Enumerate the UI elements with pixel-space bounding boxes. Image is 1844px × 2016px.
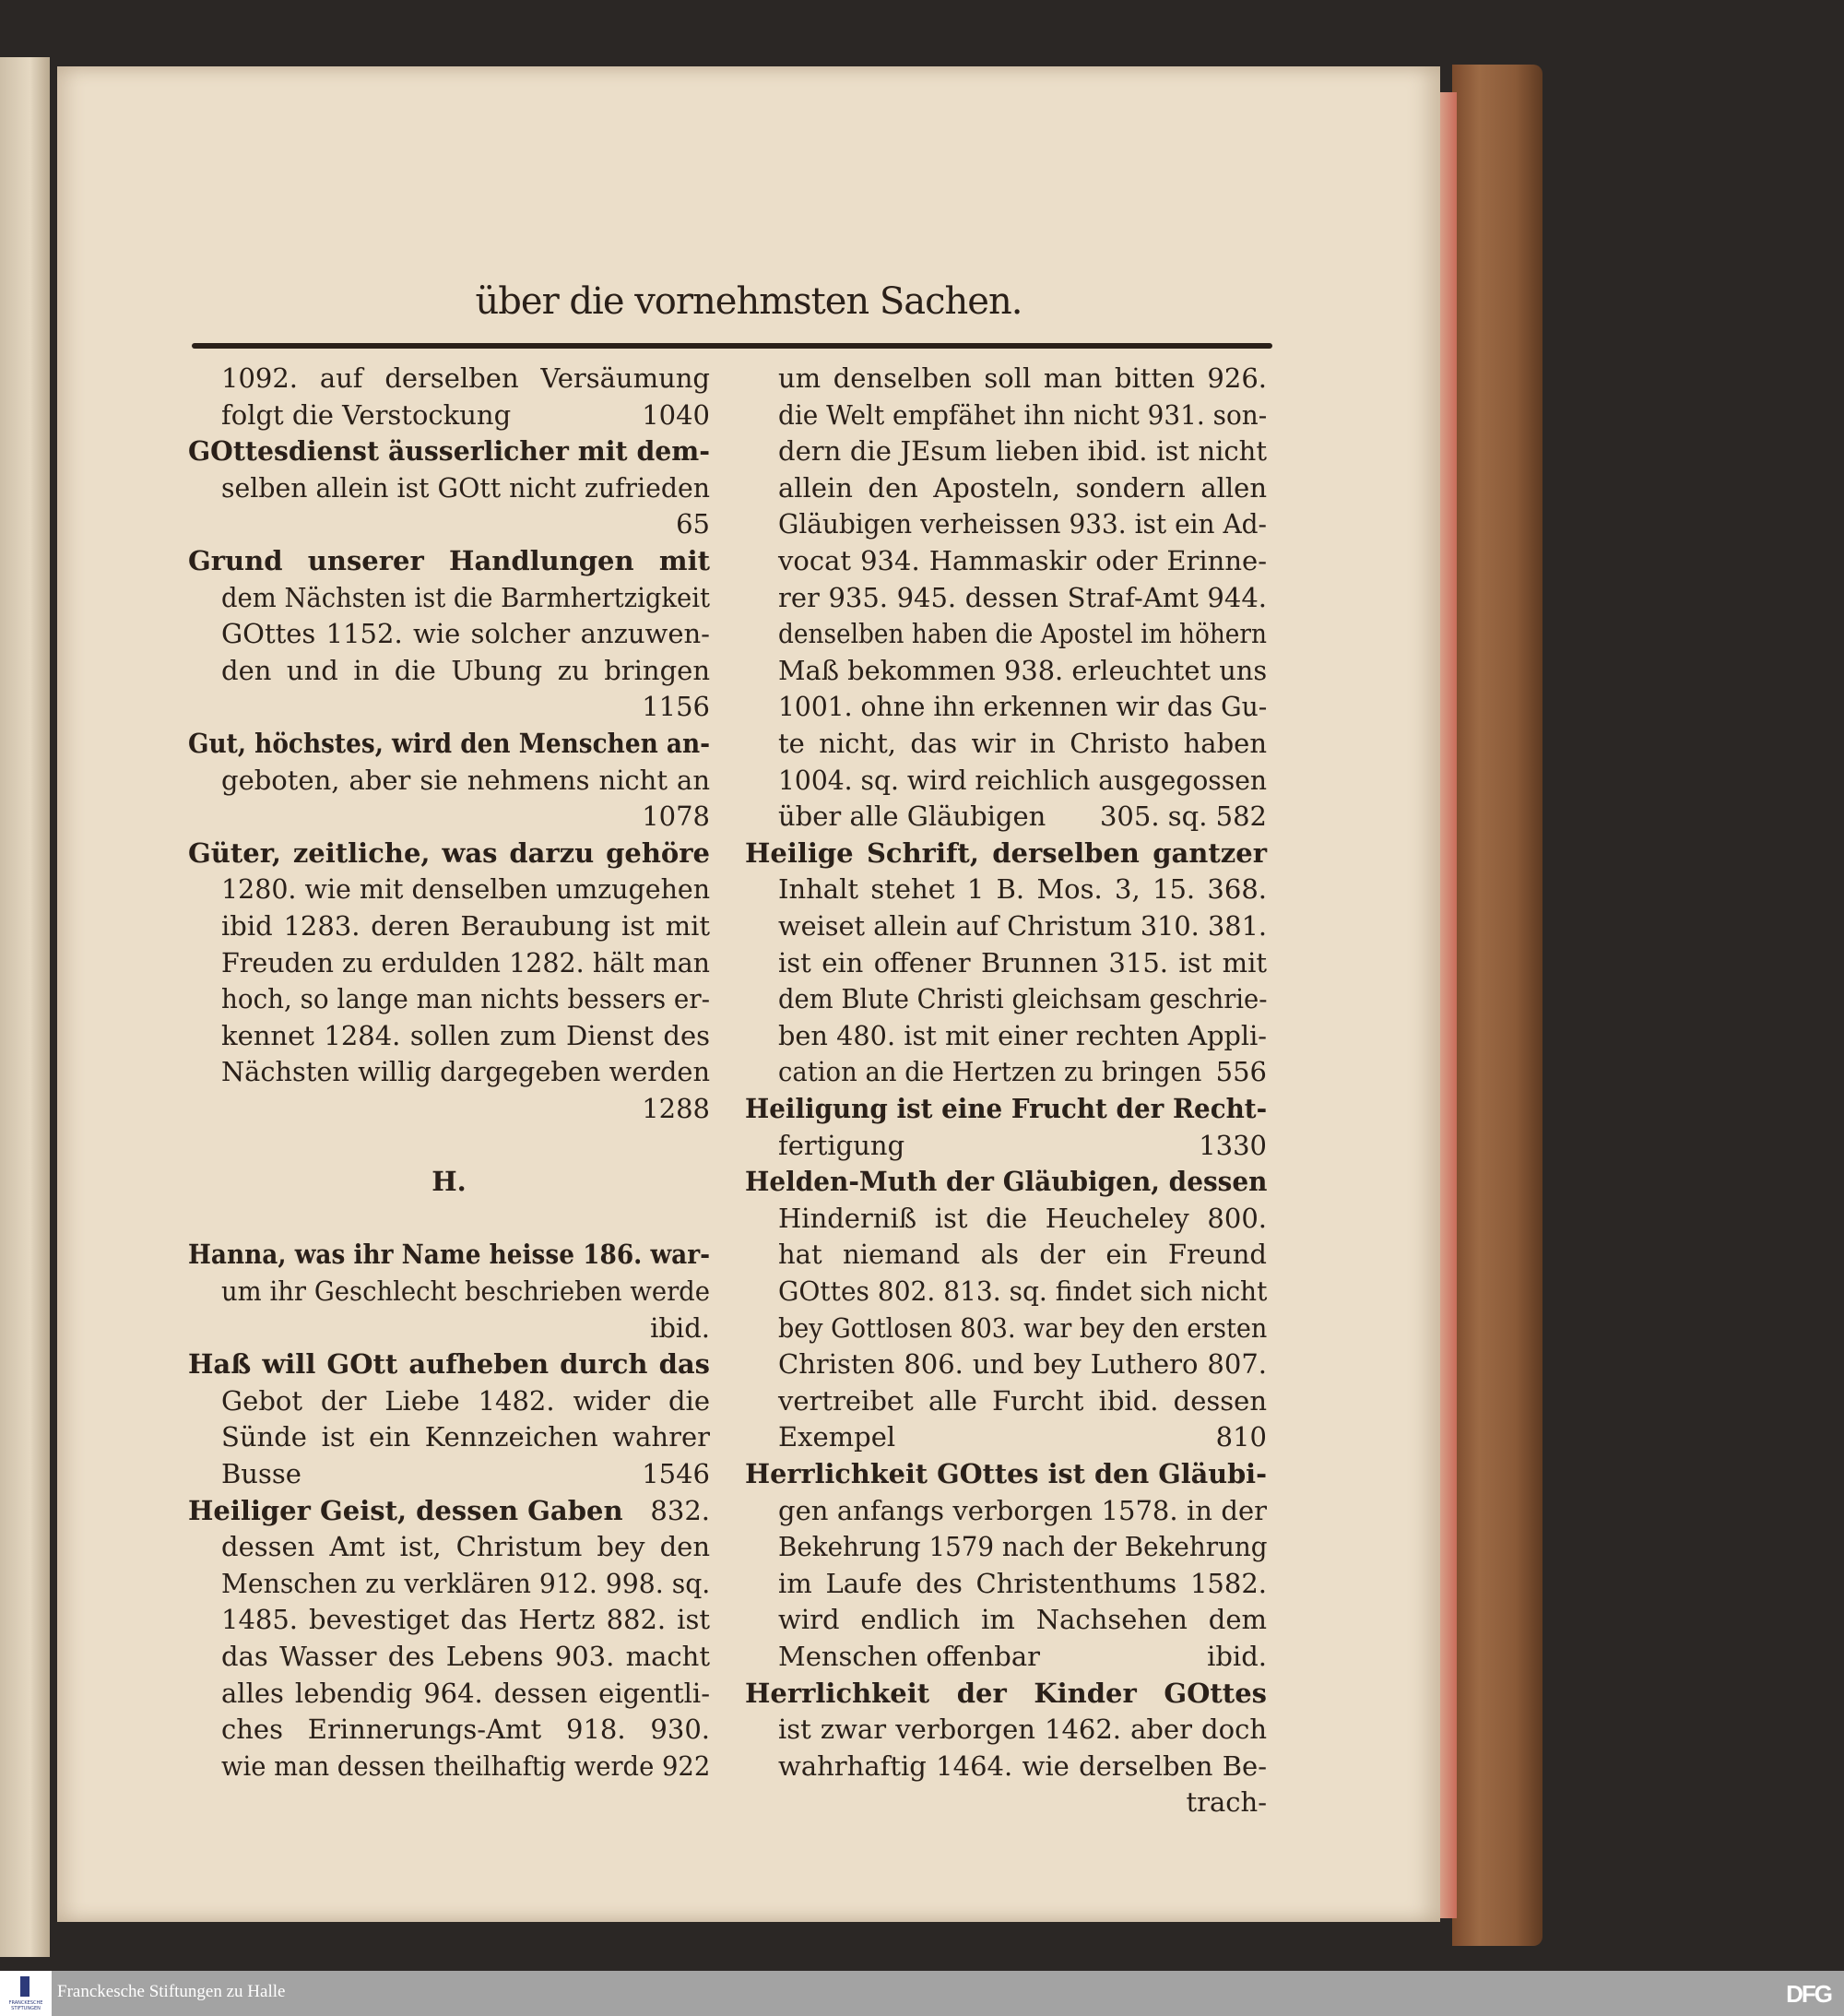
index-line [188, 980, 710, 1017]
index-line [188, 944, 710, 981]
index-line [745, 1127, 1267, 1164]
index-line [745, 1200, 1267, 1237]
index-line [745, 615, 1267, 652]
book-cover-edge [1452, 65, 1543, 1946]
index-line [188, 1382, 710, 1419]
index-line [745, 1382, 1267, 1419]
index-line [745, 1748, 1267, 1785]
index-line [745, 1601, 1267, 1638]
index-line [745, 1711, 1267, 1748]
index-line [745, 1053, 1267, 1090]
index-line [188, 1053, 710, 1090]
index-line [745, 798, 1267, 835]
entry-text: bey Gottlosen 803. war bey den ersten [778, 1311, 1268, 1344]
index-line [188, 1528, 710, 1565]
index-line [745, 1492, 1267, 1529]
entry-text: um ihr Geschlecht beschrieben werde [221, 1275, 710, 1307]
index-line [188, 688, 710, 725]
running-head: über die vornehmsten Sachen. [475, 280, 1022, 323]
entry-text: denselben haben die Apostel im höhern [778, 618, 1267, 650]
index-line [745, 871, 1267, 907]
page-reference: ibid. [1207, 1641, 1267, 1672]
index-line [188, 1273, 710, 1310]
entry-text: ist ein offener Brunnen 315. ist mit [778, 946, 1267, 978]
entry-text: dern die JEsum lieben ibid. ist nicht [778, 435, 1267, 468]
entry-text: GOttes 1152. wie solcher anzuwen- [221, 618, 710, 650]
entry-text: vocat 934. Hammaskir oder Erinne- [778, 545, 1267, 576]
entry-text: Gebot der Liebe 1482. wider die [221, 1384, 710, 1417]
entry-text: Hinderniß ist die Heucheley 800. [778, 1202, 1267, 1234]
entry-text: wie man dessen theilhaftig werde 922 [221, 1749, 711, 1782]
entry-text: ibid 1283. deren Beraubung ist mit [221, 910, 710, 942]
entry-text: Menschen zu verklären 912. 998. sq. [221, 1567, 711, 1599]
entry-text: 1092. auf derselben Versäumung [221, 362, 710, 394]
page-reference: 1546 [642, 1458, 710, 1489]
index-line [188, 397, 710, 433]
index-line [745, 1346, 1267, 1382]
red-page-edge [1438, 92, 1457, 1918]
entry-text: dem Nächsten ist die Barmhertzigkeit [221, 581, 710, 613]
entry-text: Christen 806. und bey Luthero 807. [778, 1348, 1267, 1381]
entry-headline: Heilige Schrift, derselben gantzer [745, 836, 1267, 869]
index-line [188, 1090, 710, 1127]
index-line [188, 1492, 710, 1529]
index-line [188, 1310, 710, 1346]
index-line [188, 1017, 710, 1054]
index-line [745, 725, 1267, 762]
entry-text: rer 935. 945. dessen Straf-Amt 944. [778, 581, 1267, 613]
entry-text: Sünde ist ein Kennzeichen wahrer [221, 1421, 710, 1453]
index-line [188, 1711, 710, 1748]
entry-text: 1001. ohne ihn erkennen wir das Gu- [778, 691, 1268, 723]
index-line [188, 1638, 710, 1675]
entry-text: die Welt empfähet ihn nicht 931. son- [778, 398, 1268, 431]
index-line [188, 907, 710, 944]
entry-text: ist zwar verborgen 1462. aber doch [778, 1714, 1267, 1746]
entry-text: wird endlich im Nachsehen dem [778, 1604, 1267, 1636]
index-line [745, 1163, 1267, 1200]
entry-headline: Helden-Muth der Gläubigen, dessen [745, 1166, 1268, 1198]
index-line [745, 1675, 1267, 1712]
index-line [745, 469, 1267, 506]
index-line [188, 871, 710, 907]
entry-headline: Hanna, was ihr Name heisse 186. war- [188, 1239, 711, 1271]
page-reference: 305. sq. 582 [1099, 800, 1267, 833]
entry-text: weiset allein auf Christum 310. 381. [778, 910, 1267, 942]
index-line [188, 505, 710, 542]
section-letter: H. [431, 1166, 467, 1198]
entry-text: te nicht, das wir in Christo haben [778, 728, 1267, 759]
entry-text: dem Blute Christi gleichsam geschrie- [778, 983, 1268, 1015]
entry-text: kennet 1284. sollen zum Dienst des [221, 1019, 710, 1051]
index-line [188, 725, 710, 762]
entry-text: 1004. sq. wird reichlich ausgegossen [778, 764, 1267, 796]
entry-text: den und in die Ubung zu bringen [221, 654, 710, 686]
entry-headline: Herrlichkeit der Kinder GOttes [745, 1677, 1267, 1709]
entry-text: allein den Aposteln, sondern allen [778, 471, 1267, 504]
entry-headline: Grund unserer Handlungen mit [188, 545, 710, 576]
institution-logo: FRANCKESCHE STIFTUNGEN [0, 1971, 52, 2016]
page-reference: 832. [650, 1494, 710, 1526]
index-line [745, 980, 1267, 1017]
page-reference: 1156 [642, 691, 710, 723]
entry-text: Inhalt stehet 1 B. Mos. 3, 15. 368. [778, 873, 1267, 906]
entry-text: geboten, aber sie nehmens nicht an [221, 764, 710, 796]
entry-headline: Herrlichkeit GOttes ist den Gläubi- [745, 1458, 1267, 1489]
index-line [745, 835, 1267, 872]
index-line [188, 1748, 710, 1785]
entry-text: Menschen offenbar [778, 1641, 1041, 1672]
index-line [188, 1418, 710, 1455]
entry-headline: Haß will GOtt aufheben durch das [188, 1348, 710, 1381]
index-line [188, 762, 710, 799]
entry-headline: GOttesdienst äusserlicher mit dem- [188, 435, 710, 468]
index-line [745, 433, 1267, 469]
entry-text: 1485. bevestiget das Hertz 882. ist [221, 1604, 710, 1636]
entry-text: hat niemand als der ein Freund [778, 1239, 1267, 1271]
page-reference: ibid. [650, 1311, 710, 1344]
index-line [745, 1090, 1267, 1127]
index-line [188, 1455, 710, 1492]
entry-text: im Laufe des Christenthums 1582. [778, 1567, 1267, 1599]
index-line [745, 688, 1267, 725]
index-line [745, 1784, 1267, 1820]
index-line [745, 907, 1267, 944]
index-line [745, 360, 1267, 397]
index-line [188, 1565, 710, 1602]
page-reference: 1040 [642, 398, 710, 431]
entry-headline: Gut, höchstes, wird den Menschen an- [188, 728, 711, 759]
entry-text: vertreibet alle Furcht ibid. dessen [778, 1384, 1267, 1417]
dfg-logo: DFG [1786, 1980, 1831, 2008]
entry-text: das Wasser des Lebens 903. macht [221, 1641, 710, 1672]
index-line [188, 798, 710, 835]
page-reference: 556 [1215, 1056, 1267, 1088]
index-line [188, 579, 710, 616]
entry-text: Bekehrung 1579 nach der Bekehrung [778, 1531, 1268, 1563]
index-line [188, 433, 710, 469]
index-line [745, 1017, 1267, 1054]
index-line [745, 1236, 1267, 1273]
index-line [745, 397, 1267, 433]
entry-text: hoch, so lange man nichts bessers er- [221, 983, 710, 1015]
institution-name: Franckesche Stiftungen zu Halle [57, 1982, 286, 2001]
index-line [745, 1418, 1267, 1455]
footer-bar [0, 1971, 1844, 2016]
entry-text: cation an die Hertzen zu bringen [778, 1056, 1202, 1088]
entry-text: Maß bekommen 938. erleuchtet uns [778, 654, 1268, 686]
entry-headline: Heiliger Geist, dessen Gaben [188, 1494, 623, 1526]
entry-text: fertigung [778, 1129, 905, 1161]
index-line [745, 762, 1267, 799]
index-line [188, 1236, 710, 1273]
page-reference: 65 [676, 508, 710, 540]
entry-text: über alle Gläubigen [778, 800, 1046, 833]
index-line [745, 1310, 1267, 1346]
book-page [57, 66, 1440, 1922]
entry-text: dessen Amt ist, Christum bey den [221, 1531, 710, 1563]
index-line [188, 1346, 710, 1382]
index-line [188, 652, 710, 689]
index-line [188, 615, 710, 652]
index-line [745, 1565, 1267, 1602]
index-line [745, 1273, 1267, 1310]
index-line [745, 1455, 1267, 1492]
entry-text: Freuden zu erdulden 1282. hält man [221, 946, 710, 978]
entry-text: alles lebendig 964. dessen eigentli- [221, 1677, 710, 1709]
index-line [188, 1675, 710, 1712]
index-line [745, 542, 1267, 579]
entry-text: Exempel [778, 1421, 896, 1453]
index-line [188, 835, 710, 872]
entry-text: ches Erinnerungs-Amt 918. 930. [221, 1714, 710, 1746]
page-reference: 1078 [642, 800, 710, 833]
entry-text: Busse [221, 1458, 301, 1489]
entry-text: Gläubigen verheissen 933. ist ein Ad- [778, 508, 1267, 540]
page-reference: trach- [1186, 1786, 1267, 1819]
entry-headline: Güter, zeitliche, was darzu gehöre [188, 836, 710, 869]
header-rule [192, 343, 1272, 349]
index-line [188, 542, 710, 579]
index-line [745, 505, 1267, 542]
index-line [188, 360, 710, 397]
index-line [745, 1638, 1267, 1675]
entry-text: ben 480. ist mit einer rechten Appli- [778, 1019, 1267, 1051]
index-line [188, 469, 710, 506]
entry-text: um denselben soll man bitten 926. [778, 362, 1267, 394]
entry-text: Nächsten willig dargegeben werden [221, 1056, 710, 1088]
previous-page-edge [0, 57, 50, 1957]
page-reference: 1288 [642, 1093, 710, 1124]
index-line [745, 1528, 1267, 1565]
entry-text: folgt die Verstockung [221, 398, 512, 431]
page-reference: 1330 [1199, 1129, 1267, 1161]
index-line [745, 944, 1267, 981]
entry-text: selben allein ist GOtt nicht zufrieden [221, 471, 710, 504]
index-line [188, 1601, 710, 1638]
page-reference: 810 [1215, 1421, 1267, 1453]
entry-text: GOttes 802. 813. sq. findet sich nicht [778, 1275, 1268, 1307]
entry-headline: Heiligung ist eine Frucht der Recht- [745, 1093, 1268, 1124]
index-line [188, 1163, 710, 1200]
index-line [745, 652, 1267, 689]
index-line [745, 579, 1267, 616]
entry-text: gen anfangs verborgen 1578. in der [778, 1494, 1267, 1526]
entry-text: wahrhaftig 1464. wie derselben Be- [778, 1749, 1267, 1782]
entry-text: 1280. wie mit denselben umzugehen [221, 873, 711, 906]
